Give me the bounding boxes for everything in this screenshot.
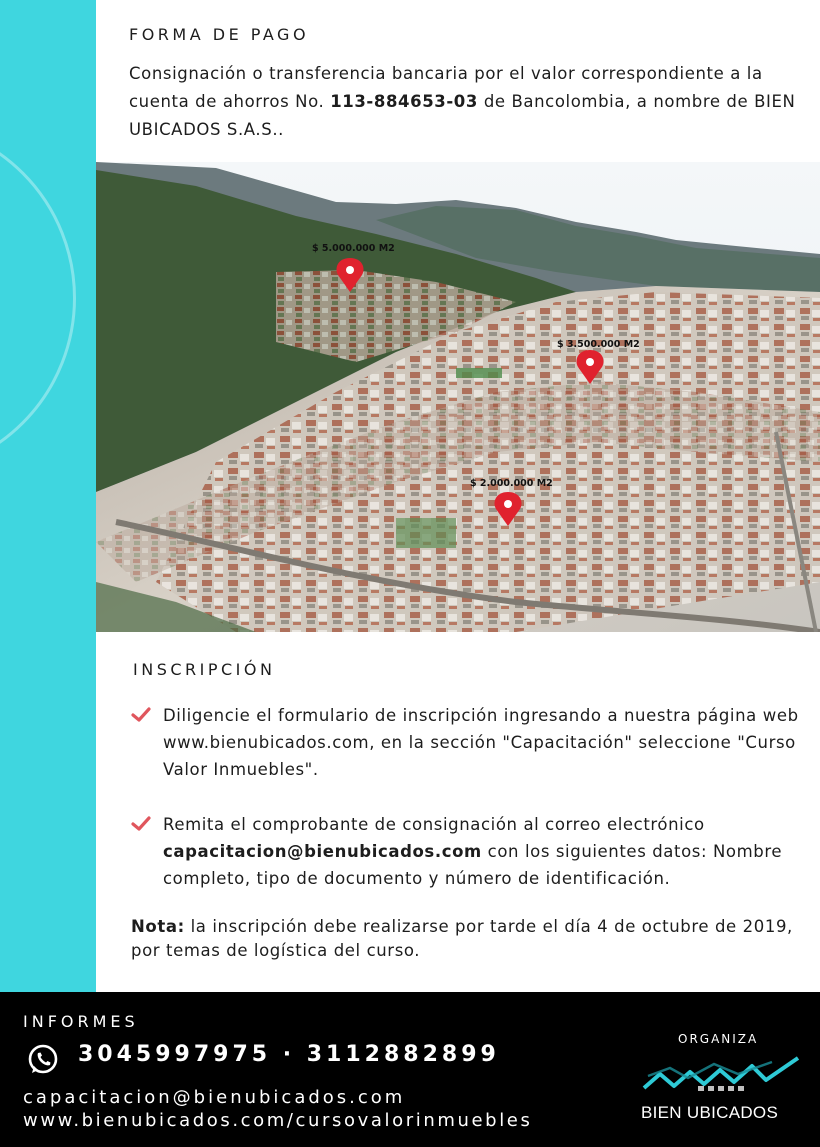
svg-text:$ 2.000.000 M2: $ 2.000.000 M2 [470,478,553,489]
note-label: Nota: [131,917,185,936]
account-number: 113-884653-03 [330,92,478,111]
registration-step-text: Remita el comprobante de consignación al correo electrónico capacitacion@bienubicados.com con los siguientes datos: Nombre completo, tipo de documento y número de identificación. [163,815,783,888]
registration-email: capacitacion@bienubicados.com [163,842,482,861]
footer [0,992,820,1147]
phone-numbers: 3045997975 · 3112882899 [78,1042,500,1067]
registration-step-text: Diligencie el formulario de inscripción ingresando a nuestra página web www.bienubicados.com, en la sección "Capacitación" seleccione "Curso Valor Inmuebles". [163,706,799,779]
aerial-city-photo [96,162,820,632]
footer-heading: INFORMES [23,1012,139,1031]
footer-url[interactable]: www.bienubicados.com/cursovalorinmuebles [23,1110,533,1131]
registration-note: Nota: la inscripción debe realizarse por tarde el día 4 de octubre de 2019, por temas de logística del curso. [131,917,793,960]
organizer-label: ORGANIZA [678,1032,759,1046]
side-accent-band [0,0,96,992]
svg-text:$ 5.000.000 M2: $ 5.000.000 M2 [312,243,395,254]
whatsapp-icon [26,1043,60,1077]
payment-heading: FORMA DE PAGO [129,25,310,44]
registration-heading: INSCRIPCIÓN [133,660,276,679]
brand-name: BIEN UBICADOS [641,1103,779,1122]
checkmark-icon [131,704,151,724]
payment-text: Consignación o transferencia bancaria por el valor correspondiente a la cuenta de ahorros No. 113-884653-03 de Bancolombia, a nombre de BIEN UBICADOS S.A.S.. [129,64,796,139]
footer-email[interactable]: capacitacion@bienubicados.com [23,1087,406,1108]
bien-ubicados-logo [640,1052,800,1096]
checkmark-icon [131,813,151,833]
svg-text:$ 3.500.000 M2: $ 3.500.000 M2 [557,339,640,350]
decorative-ring [0,120,76,476]
